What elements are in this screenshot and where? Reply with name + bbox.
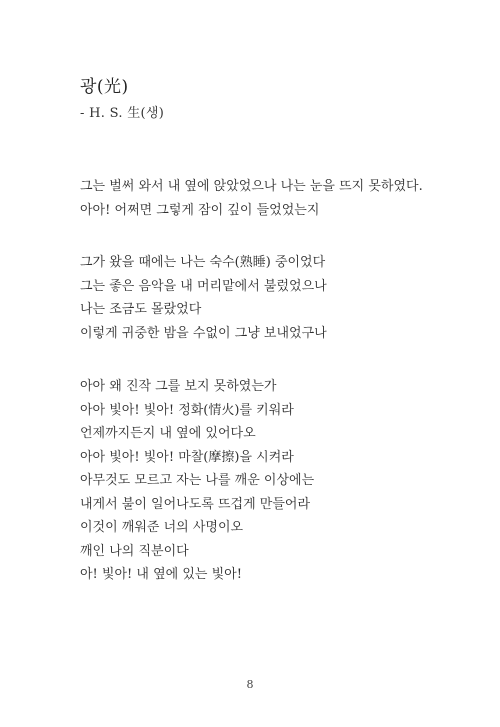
poem-author: - H. S. 生(생) [80, 106, 165, 121]
poem-line: 아아 빛아! 빛아! 정화(情火)를 키워라 [80, 402, 294, 418]
poem-line: 아아! 어쩌면 그렇게 잠이 깊이 들었었는지 [80, 202, 320, 218]
poem-line: 언제까지든지 내 옆에 있어다오 [80, 426, 256, 441]
stanza-1 [80, 175, 423, 222]
poem-line: 그는 벌써 와서 내 옆에 앉았었으나 나는 눈을 뜨지 못하였다. [80, 179, 423, 194]
poem-line: 내게서 불이 일어나도록 뜨겁게 만들어라 [80, 496, 311, 512]
poem-line: 깨인 나의 직분이다 [80, 543, 189, 559]
stanza-3 [80, 375, 314, 587]
poem-line: 이것이 깨워준 너의 사명이오 [80, 520, 244, 535]
poem-line: 아! 빛아! 내 옆에 있는 빛아! [80, 567, 242, 582]
poem-line: 그는 좋은 음악을 내 머리맡에서 불렀었으나 [80, 278, 327, 294]
poem-line: 아무것도 모르고 자는 나를 깨운 이상에는 [80, 473, 315, 488]
poem-line: 그가 왔을 때에는 나는 숙수(熟睡) 중이었다 [80, 255, 326, 270]
poem-line: 나는 조금도 몰랐었다 [80, 302, 202, 317]
page-number: 8 [246, 678, 254, 691]
poem-line: 아아 빛아! 빛아! 마찰(摩擦)을 시켜라 [80, 449, 294, 465]
poem-line: 이렇게 귀중한 밤을 수없이 그냥 보내었구나 [80, 325, 327, 341]
stanza-2 [80, 251, 327, 345]
poem-title: 광(光) [80, 77, 129, 97]
poem-line: 아아 왜 진작 그를 보지 못하였는가 [80, 379, 277, 394]
